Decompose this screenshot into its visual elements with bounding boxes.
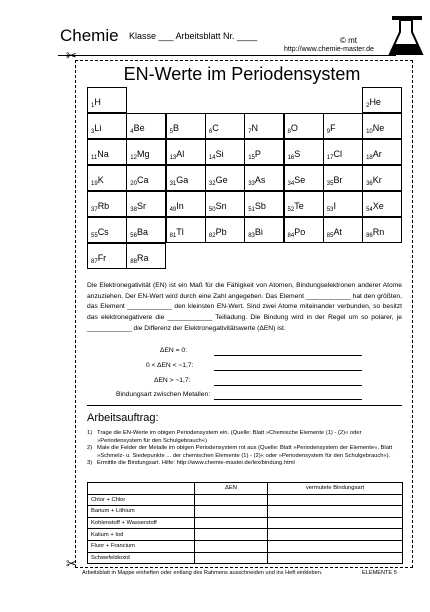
element-symbol: Te — [294, 201, 304, 211]
element-symbol: Tl — [176, 227, 184, 237]
copyright: © mt — [340, 36, 358, 45]
scissors-icon: ✂ — [66, 556, 77, 571]
table-header — [88, 483, 195, 495]
table-header-row — [88, 483, 403, 495]
answer-line[interactable] — [214, 370, 362, 371]
element-cell-se[interactable] — [284, 165, 324, 191]
element-symbol: Sn — [215, 201, 227, 211]
element-symbol: Sr — [136, 201, 146, 211]
atomic-number: 37 — [91, 207, 98, 213]
element-cell-ga[interactable] — [166, 165, 206, 191]
element-symbol: Se — [294, 175, 306, 185]
atomic-number: 10 — [366, 129, 373, 135]
table-row — [88, 529, 403, 541]
element-symbol: Cs — [97, 227, 109, 237]
en-answer-cell[interactable] — [195, 529, 268, 541]
element-symbol: H — [94, 97, 101, 107]
element-cell-po[interactable] — [284, 217, 324, 243]
atomic-number: 9 — [326, 129, 331, 135]
element-symbol: In — [176, 201, 184, 211]
element-cell-te[interactable] — [284, 191, 324, 217]
element-cell-fr[interactable] — [87, 243, 127, 269]
atomic-number: 49 — [169, 207, 177, 213]
atomic-number: 4 — [130, 129, 134, 135]
element-symbol: Fr — [97, 253, 107, 263]
bond-answer-cell[interactable] — [268, 494, 403, 506]
table-header: ΔEN — [195, 483, 268, 495]
atomic-number: 31 — [169, 181, 177, 187]
atomic-number: 87 — [91, 259, 98, 265]
task-item: 2) Male die Felder der Metalle im obigen Periodensystem rot aus (Quelle: Blatt »Periodensystem der Elemente«, Blatt »Schmelz- u. Siedepunkte ... der chemischen Elemente (1) - (2)« oder »Periodensystem für den Schulgebrauch«). — [87, 445, 393, 459]
header-url: http://www.chemie-master.de — [284, 46, 374, 53]
atomic-number: 56 — [130, 233, 137, 239]
flask-logo-icon — [386, 14, 426, 58]
class-worksheet-label: Klasse ___ Arbeitsblatt Nr. ____ — [129, 31, 258, 41]
header-divider — [58, 55, 396, 56]
atomic-number: 52 — [287, 207, 295, 213]
bond-type-table — [87, 482, 403, 564]
answer-line[interactable] — [214, 385, 362, 386]
element-symbol: F — [330, 123, 336, 133]
en-answer-cell[interactable] — [195, 494, 268, 506]
element-symbol: Ba — [136, 227, 148, 237]
element-cell-al[interactable] — [166, 139, 206, 165]
table-row — [88, 540, 403, 552]
table-row — [88, 552, 403, 564]
atomic-number: 8 — [287, 129, 291, 135]
en-answer-cell[interactable] — [195, 552, 268, 564]
eq-label-2: 0 < ΔEN < ~1,7: — [146, 362, 194, 369]
element-symbol: N — [251, 123, 259, 133]
element-symbol: As — [254, 175, 266, 185]
atomic-number: 84 — [287, 233, 295, 239]
element-symbol: Br — [333, 175, 343, 185]
element-symbol: At — [333, 227, 342, 237]
element-cell-ca[interactable] — [126, 165, 166, 191]
element-symbol: Ra — [136, 253, 149, 263]
bond-answer-cell[interactable] — [268, 517, 403, 529]
atomic-number: 7 — [248, 129, 252, 135]
table-row — [88, 517, 403, 529]
element-symbol: Na — [97, 149, 109, 159]
element-cell-ge[interactable] — [205, 165, 245, 191]
atomic-number: 16 — [287, 155, 295, 161]
atomic-number: 35 — [326, 181, 334, 187]
element-symbol: Rn — [372, 227, 385, 237]
page-title: EN-Werte im Periodensystem — [123, 64, 361, 84]
atomic-number: 86 — [366, 233, 373, 239]
atomic-number: 17 — [326, 155, 334, 161]
footer-instruction: Arbeitsblatt in Mappe einheften oder entlang des Rahmens ausschneiden und ins Heft einkleben. — [82, 570, 323, 576]
task-item: 1) Trage die EN-Werte im obigen Periodensystem ein. (Quelle: Blatt »Chemische Elemente (1) - (2)« oder »Periodensystem für den Schulgebrauch«) — [87, 430, 362, 444]
element-cell-sn[interactable] — [205, 191, 245, 217]
eq-label-4: Bindungsart zwischen Metallen: — [116, 391, 211, 398]
element-cell-ne[interactable] — [362, 113, 402, 139]
bond-answer-cell[interactable] — [268, 506, 403, 518]
atomic-number: 11 — [91, 155, 98, 161]
task-list — [87, 430, 405, 468]
element-cell-b[interactable] — [166, 113, 206, 139]
element-cell-li[interactable] — [87, 113, 127, 139]
en-answer-cell[interactable] — [195, 506, 268, 518]
atomic-number: 53 — [326, 207, 334, 213]
element-cell-tl[interactable] — [166, 217, 206, 243]
element-cell-s[interactable] — [284, 139, 324, 165]
element-cell-xe[interactable] — [362, 191, 402, 217]
element-cell-br[interactable] — [323, 165, 363, 191]
atomic-number: 36 — [366, 181, 373, 187]
element-symbol: Li — [94, 123, 102, 133]
atomic-number: 18 — [366, 155, 373, 161]
subject-title: Chemie — [60, 26, 119, 45]
element-symbol: Po — [294, 227, 306, 237]
table-cell: Barium + Lithium — [88, 506, 195, 518]
element-cell-i[interactable] — [323, 191, 363, 217]
intro-paragraph: Die Elektronegativität (EN) ist ein Maß für die Fähigkeit von Atomen, Bindungselektronen anderer Atome anzuziehen. Der EN-Wert wird durch eine Zahl angegeben. Das Element ____________ hat den größten, das Element ____________ den kleinsten EN-Wert. Sind zwei Atome miteinander verbunden, so besitzt das elektronegativere die ____________ Teilladung. Die Bindung wird in der Regel um so polarer, je ____________ die Differenz der Elektronegativitätswerte (ΔEN) ist. — [87, 282, 402, 332]
atomic-number: 54 — [366, 207, 373, 213]
element-cell-rn[interactable] — [362, 217, 402, 243]
answer-line[interactable] — [214, 399, 362, 400]
en-answer-cell[interactable] — [195, 517, 268, 529]
atomic-number: 55 — [91, 233, 98, 239]
atomic-number: 2 — [366, 103, 370, 109]
element-cell-at[interactable] — [323, 217, 363, 243]
element-symbol: Rb — [97, 201, 110, 211]
atomic-number: 85 — [326, 233, 334, 239]
assignment-title: Arbeitsauftrag: — [87, 412, 159, 424]
element-cell-rb[interactable] — [87, 191, 127, 217]
element-symbol: C — [212, 123, 219, 133]
element-symbol: Bi — [254, 227, 263, 237]
atomic-number: 15 — [248, 155, 255, 161]
element-symbol: I — [333, 201, 336, 211]
element-symbol: Ar — [372, 149, 382, 159]
element-cell-k[interactable] — [87, 165, 127, 191]
element-cell-pb[interactable] — [205, 217, 245, 243]
eq-label-1: ΔEN = 0: — [160, 347, 187, 354]
element-symbol: Mg — [136, 149, 150, 159]
section-divider — [87, 405, 402, 406]
element-symbol: He — [369, 97, 381, 107]
atomic-number: 6 — [208, 129, 213, 135]
eq-label-3: ΔEN > ~1,7: — [154, 377, 191, 384]
en-answer-cell[interactable] — [195, 540, 268, 552]
element-symbol: Be — [133, 123, 145, 133]
element-cell-f[interactable] — [323, 113, 363, 139]
atomic-number: 32 — [208, 181, 216, 187]
bond-answer-cell[interactable] — [268, 540, 403, 552]
table-cell: Kohlenstoff + Wasserstoff — [88, 517, 195, 529]
atomic-number: 3 — [91, 129, 95, 135]
table-cell: Chlor + Chlor — [88, 494, 195, 506]
element-cell-h[interactable] — [87, 87, 127, 113]
element-symbol: Al — [176, 149, 185, 159]
table-row — [88, 494, 403, 506]
element-symbol: Ga — [176, 175, 189, 185]
answer-line[interactable] — [214, 355, 362, 356]
element-symbol: S — [294, 149, 301, 159]
element-symbol: O — [290, 123, 298, 133]
atomic-number: 1 — [91, 103, 95, 109]
element-symbol: Pb — [215, 227, 227, 237]
element-cell-ar[interactable] — [362, 139, 402, 165]
element-cell-cl[interactable] — [323, 139, 363, 165]
element-cell-bi[interactable] — [244, 217, 284, 243]
element-cell-as[interactable] — [244, 165, 284, 191]
atomic-number: 19 — [91, 181, 98, 187]
element-cell-he[interactable] — [362, 87, 402, 113]
element-symbol: K — [97, 175, 104, 185]
atomic-number: 5 — [169, 129, 173, 135]
element-symbol: Ca — [136, 175, 149, 185]
element-symbol: Xe — [372, 201, 384, 211]
atomic-number: 12 — [130, 155, 137, 161]
atomic-number: 81 — [169, 233, 177, 239]
element-symbol: Cl — [333, 149, 342, 159]
atomic-number: 88 — [130, 259, 137, 265]
element-symbol: Si — [215, 149, 224, 159]
atomic-number: 20 — [130, 181, 137, 187]
element-cell-na[interactable] — [87, 139, 127, 165]
element-cell-o[interactable] — [284, 113, 324, 139]
element-cell-sr[interactable] — [126, 191, 166, 217]
element-symbol: Kr — [372, 175, 382, 185]
element-cell-cs[interactable] — [87, 217, 127, 243]
table-cell: Fluor + Francium — [88, 540, 195, 552]
atomic-number: 51 — [248, 207, 255, 213]
table-row — [88, 506, 403, 518]
bond-answer-cell[interactable] — [268, 552, 403, 564]
atomic-number: 82 — [208, 233, 216, 239]
atomic-number: 38 — [130, 207, 137, 213]
element-symbol: Ne — [372, 123, 385, 133]
table-cell: Schwefeldioxid — [88, 552, 195, 564]
element-cell-p[interactable] — [244, 139, 284, 165]
table-cell: Kalium + Iod — [88, 529, 195, 541]
element-symbol: Sb — [254, 201, 266, 211]
scissors-icon: ✂ — [66, 48, 77, 63]
element-cell-sb[interactable] — [244, 191, 284, 217]
element-cell-si[interactable] — [205, 139, 245, 165]
atomic-number: 14 — [208, 155, 216, 161]
atomic-number: 34 — [287, 181, 295, 187]
element-cell-mg[interactable] — [126, 139, 166, 165]
task-item: 3) Ermittle die Bindungsart. Hilfe: http://www.chemie-master.de/lex/bindung.html — [87, 460, 295, 467]
element-cell-ba[interactable] — [126, 217, 166, 243]
atomic-number: 50 — [208, 207, 216, 213]
bond-answer-cell[interactable] — [268, 529, 403, 541]
element-symbol: P — [254, 149, 261, 159]
atomic-number: 13 — [169, 155, 177, 161]
atomic-number: 33 — [248, 181, 255, 187]
element-cell-c[interactable] — [205, 113, 245, 139]
footer-code: ELEMENTE 5 — [362, 570, 397, 576]
element-cell-ra[interactable] — [126, 243, 166, 269]
element-cell-n[interactable] — [244, 113, 284, 139]
table-header: vermutete Bindungsart — [268, 483, 403, 495]
element-cell-be[interactable] — [126, 113, 166, 139]
element-cell-kr[interactable] — [362, 165, 402, 191]
element-cell-in[interactable] — [166, 191, 206, 217]
element-symbol: B — [172, 123, 179, 133]
element-symbol: Ge — [215, 175, 228, 185]
atomic-number: 83 — [248, 233, 255, 239]
